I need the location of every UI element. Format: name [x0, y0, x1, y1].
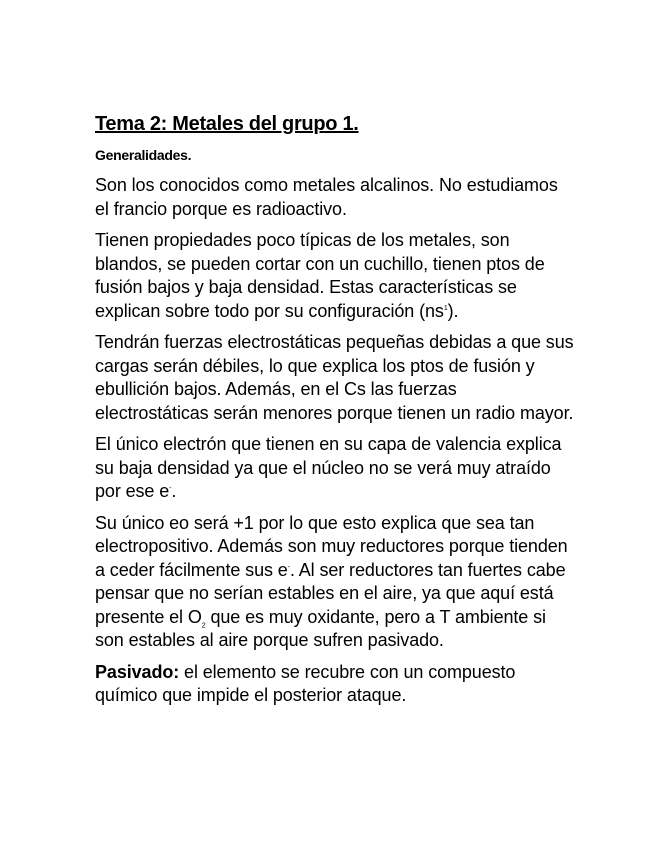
document-title: Tema 2: Metales del grupo 1.: [95, 113, 359, 135]
paragraph-4-text: El único electrón que tienen en su capa de valencia explica su baja densidad ya que el núcleo no se verá muy atraído por ese e: [95, 434, 562, 501]
paragraph-5-text-b: . Al ser reductores tan fuertes cabe pensar que no serían estables en el aire, ya que aquí está presente el O: [95, 559, 566, 627]
paragraph-6: [95, 661, 575, 708]
superscript-electron-2: -: [287, 563, 290, 571]
section-heading: Generalidades.: [95, 147, 192, 163]
paragraph-2: [95, 229, 575, 323]
superscript-1: 1: [443, 304, 448, 312]
paragraph-4-end: .: [171, 481, 177, 501]
paragraph-5-text-c: que es muy oxidante, pero a T ambiente si son estables al aire porque sufren pasivado.: [95, 606, 546, 650]
paragraph-6-text: el elemento se recubre con un compuesto químico que impide el posterior ataque.: [95, 661, 516, 705]
paragraph-2-text: Tienen propiedades poco típicas de los metales, son blandos, se pueden cortar con un cuchillo, tienen ptos de fusión bajos y baja densidad. Estas características se explican sobre todo por su configuración (ns: [95, 230, 545, 321]
paragraph-5: [95, 512, 575, 653]
paragraph-2-end: ).: [447, 300, 459, 321]
document-page: [95, 112, 575, 716]
subscript-oxygen: 2: [201, 622, 206, 630]
paragraph-4: [95, 433, 575, 504]
paragraph-1: Son los conocidos como metales alcalinos. No estudiamos el francio porque es radioactivo.: [95, 175, 558, 219]
superscript-electron: -: [169, 485, 172, 492]
paragraph-3: Tendrán fuerzas electrostáticas pequeñas debidas a que sus cargas serán débiles, lo que explica los ptos de fusión y ebullición bajos. Además, en el Cs las fuerzas electrostáticas serán menores porque tienen un radio mayor.: [95, 332, 574, 423]
term-pasivado: Pasivado:: [95, 661, 180, 682]
paragraph-5-text-a: Su único eo será +1 por lo que esto explica que sea tan electropositivo. Además son muy reductores porque tienden a ceder fácilmente sus e: [95, 512, 568, 580]
